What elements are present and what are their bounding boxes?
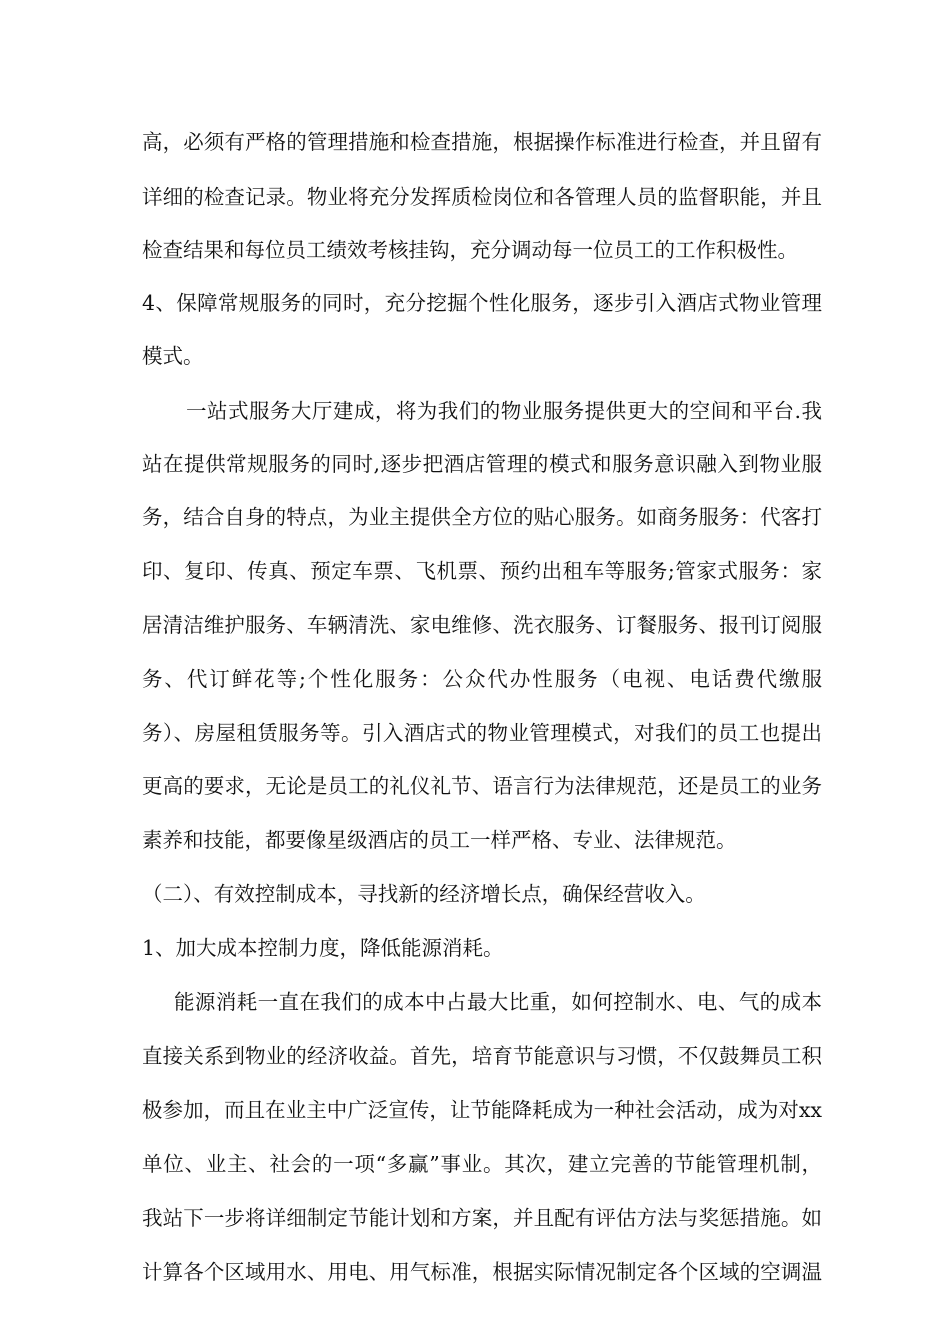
text-line: 一站式服务大厅建成，将为我们的物业服务提供更大的空间和平台.我 [186,399,822,423]
text-line: 极参加，而且在业主中广泛宣传，让节能降耗成为一种社会活动，成为对xx [142,1098,822,1122]
text-line: 站在提供常规服务的同时,逐步把酒店管理的模式和服务意识融入到物业服 [142,452,822,476]
text-line: 我站下一步将详细制定节能计划和方案，并且配有评估方法与奖惩措施。如 [142,1206,822,1230]
text-line: 高，必须有严格的管理措施和检查措施，根据操作标准进行检查，并且留有 [142,130,822,154]
text-line: 计算各个区域用水、用电、用气标准，根据实际情况制定各个区域的空调温 [142,1260,822,1284]
text-line: 务、代订鲜花等;个性化服务：公众代办性服务（电视、电话费代缴服 [142,667,822,691]
heading-line: 模式。 [142,344,204,368]
text-line: 印、复印、传真、预定车票、飞机票、预约出租车等服务;管家式服务：家 [142,559,822,583]
text-line: 检查结果和每位员工绩效考核挂钩，充分调动每一位员工的工作积极性。 [142,238,798,262]
heading-line: 4、保障常规服务的同时，充分挖掘个性化服务，逐步引入酒店式物业管理 [142,291,822,315]
text-line: 居清洁维护服务、车辆清洗、家电维修、洗衣服务、订餐服务、报刊订阅服 [142,613,822,637]
text-line: 更高的要求，无论是员工的礼仪礼节、语言行为法律规范，还是员工的业务 [142,774,822,798]
text-line: 能源消耗一直在我们的成本中占最大比重，如何控制水、电、气的成本 [174,990,822,1014]
text-line: 素养和技能，都要像星级酒店的员工一样严格、专业、法律规范。 [142,828,737,852]
section-heading: （二）、有效控制成本，寻找新的经济增长点，确保经营收入。 [142,882,706,906]
text-line: 务，结合自身的特点，为业主提供全方位的贴心服务。如商务服务：代客打 [142,505,822,529]
subsection-heading: 1、加大成本控制力度，降低能源消耗。 [142,936,504,960]
text-line: 直接关系到物业的经济收益。首先，培育节能意识与习惯，不仅鼓舞员工积 [142,1044,822,1068]
text-line: 务）、房屋租赁服务等。引入酒店式的物业管理模式，对我们的员工也提出 [142,721,822,745]
text-line: 详细的检查记录。物业将充分发挥质检岗位和各管理人员的监督职能，并且 [142,185,822,209]
text-line: 单位、业主、社会的一项“多赢”事业。其次，建立完善的节能管理机制， [142,1152,822,1176]
